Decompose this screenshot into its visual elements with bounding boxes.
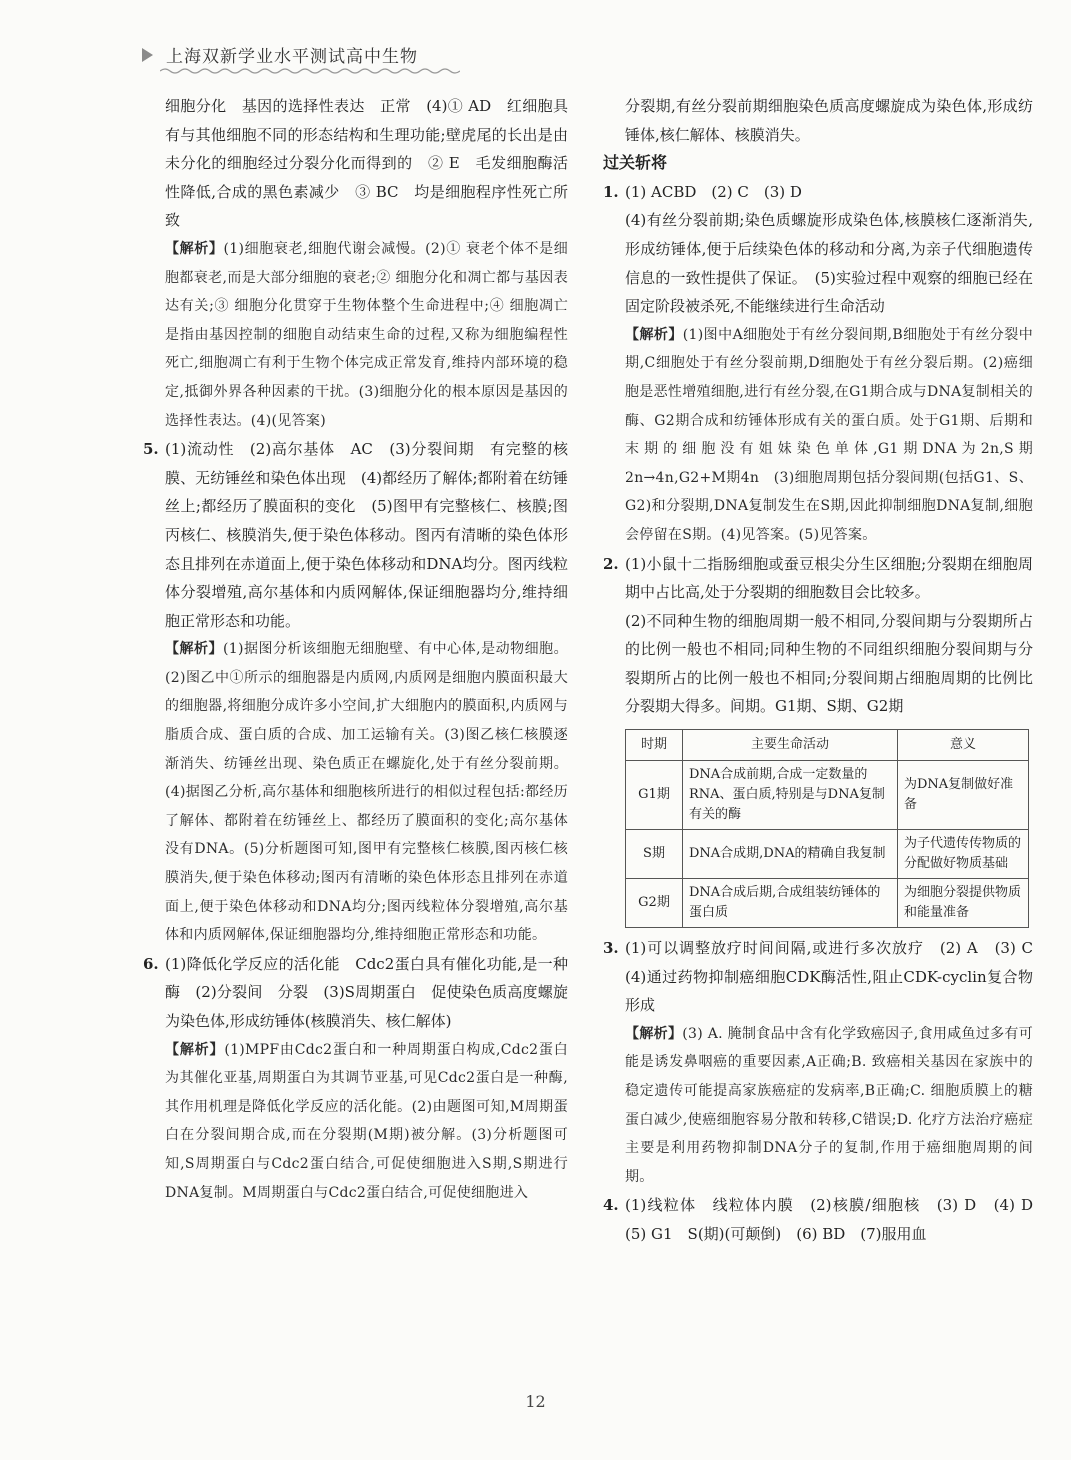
question-number: 5. xyxy=(143,440,159,459)
question-number: 6. xyxy=(143,954,159,973)
table-row xyxy=(626,879,1029,928)
left-column xyxy=(143,92,568,1207)
table-cell-meaning: 为DNA复制做好准备 xyxy=(898,761,1029,830)
cell-cycle-table xyxy=(625,729,1029,928)
table-header-cell: 时期 xyxy=(626,730,683,761)
analysis-text: (1)MPF由Cdc2蛋白和一种周期蛋白构成,Cdc2蛋白为其催化亚基,周期蛋白为其调节亚基,可见Cdc2蛋白是一种酶,其作用机理是降低化学反应的活化能。(2)由题图可知,M周期蛋白在分裂间期合成,而在分裂期(M期)被分解。(3)分析题图可知,S周期蛋白与Cdc2蛋白结合,可促使细胞进入S期,S期进行DNA复制。M周期蛋白与Cdc2蛋白结合,可促使细胞进入 xyxy=(165,1041,569,1201)
table-cell-activity: DNA合成后期,合成组装纺锤体的蛋白质 xyxy=(683,879,898,928)
table-cell-meaning: 为细胞分裂提供物质和能量准备 xyxy=(898,879,1029,928)
running-header xyxy=(140,40,470,80)
question-5-answer xyxy=(143,435,568,635)
section-title: 过关斩将 xyxy=(603,153,668,173)
table-cell-phase: G2期 xyxy=(626,879,683,928)
question-4-answer xyxy=(603,1191,1049,1248)
table-header-cell: 意义 xyxy=(898,730,1029,761)
table-header-cell: 主要生命活动 xyxy=(683,730,898,761)
analysis-text: (1)细胞衰老,细胞代谢会减慢。(2)① 衰老个体不是细胞都衰老,而是大部分细胞的衰老;② 细胞分化和凋亡都与基因表达有关;③ 细胞分化贯穿于生物体整个生命进程中;④ 细胞凋亡是指由基因控制的细胞自动结束生命的过程,又称为细胞编程性死亡,细胞凋亡有利于生物个体完成正常发育,维持内部环境的稳定,抵御外界各种因素的干扰。(3)细胞分化的根本原因是基因的选择性表达。(4)(见答案) xyxy=(165,240,568,429)
question-number: 3. xyxy=(603,939,619,958)
question-number: 1. xyxy=(603,182,619,201)
analysis-label: 【解析】 xyxy=(165,1041,225,1058)
header-title: 上海双新学业水平测试高中生物 xyxy=(166,47,418,67)
table-cell-meaning: 为子代遗传传物质的分配做好物质基础 xyxy=(898,830,1029,879)
table-cell-phase: S期 xyxy=(626,830,683,879)
question-3-answer xyxy=(603,934,1049,1020)
answer-text: (1)流动性 (2)高尔基体 AC (3)分裂间期 有完整的核膜、无纺锤丝和染色体出现 (4)都经历了解体;都附着在纺锤丝上;都经历了膜面积的变化 (5)图甲有完整核仁、核膜;图丙核仁、核膜消失,便于染色体移动。图丙有清晰的染色体形态且排列在赤道面上,便于染色体移动和DNA均分。图丙线粒体分裂增殖,高尔基体和内质网解体,保证细胞器均分,维持细胞正常形态和功能。 xyxy=(165,440,568,630)
analysis-label: 【解析】 xyxy=(165,641,224,658)
question-1-analysis xyxy=(603,321,1033,550)
question-1-answer-line2: (4)有丝分裂前期;染色质螺旋形成染色体,核膜核仁逐渐消失,形成纺锤体,便于后续染色体的移动和分离,为亲子代细胞遗传信息的一致性提供了保证。 (5)实验过程中观察的细胞已经在固定阶段被杀死,不能继续进行生命活动 xyxy=(625,211,1033,316)
table-cell-phase: G1期 xyxy=(626,761,683,830)
question-3-analysis xyxy=(603,1020,1033,1192)
table-cell-activity: DNA合成前期,合成一定数量的RNA、蛋白质,特别是与DNA复制有关的酶 xyxy=(683,761,898,830)
table-header-row xyxy=(626,730,1029,761)
answer-text: (1) ACBD (2) C (3) D xyxy=(625,182,802,201)
analysis-label: 【解析】 xyxy=(625,326,683,343)
analysis-text: (3) A. 腌制食品中含有化学致癌因子,食用咸鱼过多有可能是诱发鼻咽癌的重要因素,A正确;B. 致癌相关基因在家族中的稳定遗传可能提高家族癌症的发病率,B正确;C. 细胞质膜上的糖蛋白减少,使癌细胞容易分散和转移,C错误;D. 化疗方法治疗癌症主要是利用药物抑制DNA分子的复制,作用于癌细胞周期的间期。 xyxy=(625,1025,1033,1185)
continued-analysis xyxy=(143,235,568,435)
table-row xyxy=(626,761,1029,830)
wavy-underline-icon xyxy=(160,67,460,75)
table-row xyxy=(626,830,1029,879)
question-6-analysis xyxy=(143,1036,568,1208)
triangle-marker-icon xyxy=(142,48,153,62)
analysis-text: (1)图中A细胞处于有丝分裂间期,B细胞处于有丝分裂中期,C细胞处于有丝分裂前期,D细胞处于有丝分裂后期。(2)癌细胞是恶性增殖细胞,进行有丝分裂,在G1期合成与DNA复制相关的酶、G2期合成和纺锤体形成有关的蛋白质。处于G1期、后期和末期的细胞没有姐妹染色单体,G1期DNA为2n,S期2n→4n,G2+M期4n (3)细胞周期包括分裂间期(包括G1、S、G2)和分裂期,DNA复制发生在S期,因此抑制细胞DNA复制,细胞会停留在S期。(4)见答案。(5)见答案。 xyxy=(625,326,1033,543)
answer-text: (1)降低化学反应的活化能 Cdc2蛋白具有催化功能,是一种酶 (2)分裂间 分裂 (3)S周期蛋白 促使染色质高度螺旋为染色体,形成纺锤体(核膜消失、核仁解体) xyxy=(165,954,568,1030)
answer-text: (1)小鼠十二指肠细胞或蚕豆根尖分生区细胞;分裂期在细胞周期中占比高,处于分裂期的细胞数目会比较多。 xyxy=(625,554,1033,602)
continued-answer-top: 分裂期,有丝分裂前期细胞染色质高度螺旋成为染色体,形成纺锤体,核仁解体、核膜消失。 xyxy=(625,97,1033,144)
question-1-answer-line1 xyxy=(603,178,1033,207)
answer-text: (1)可以调整放疗时间间隔,或进行多次放疗 (2) A (3) C (4)通过药物抑制癌细胞CDK酶活性,阻止CDK-cyclin复合物形成 xyxy=(625,939,1049,1015)
analysis-text: (1)据图分析该细胞无细胞壁、有中心体,是动物细胞。(2)图乙中①所示的细胞器是内质网,内质网是细胞内膜面积最大的细胞器,将细胞分成许多小空间,扩大细胞内的膜面积,内质网与脂质合成、蛋白质的合成、加工运输有关。(3)图乙核仁核膜逐渐消失、纺锤丝出现、染色质正在螺旋化,处于有丝分裂前期。(4)据图乙分析,高尔基体和细胞核所进行的相似过程包括:都经历了解体、都附着在纺锤丝上、都经历了膜面积的变化;高尔基体没有DNA。(5)分析题图可知,图甲有完整核仁核膜,图丙核仁核膜消失,便于染色体移动;图丙有清晰的染色体形态且排列在赤道面上,便于染色体移动和DNA均分;图丙线粒体分裂增殖,高尔基体和内质网解体,保证细胞器均分,维持细胞正常形态和功能。 xyxy=(165,641,568,944)
table-cell-activity: DNA合成期,DNA的精确自我复制 xyxy=(683,830,898,879)
question-number: 4. xyxy=(603,1196,619,1215)
answer-text: (1)线粒体 线粒体内膜 (2)核膜/细胞核 (3) D (4) D (5) G1 S(期)(可颠倒) (6) BD (7)服用血 xyxy=(625,1196,1049,1243)
right-column xyxy=(603,92,1049,1249)
question-number: 2. xyxy=(603,554,619,573)
page-number: 12 xyxy=(525,1392,546,1411)
question-5-analysis xyxy=(143,635,568,950)
question-2-answer-line1 xyxy=(603,550,1033,607)
continued-answer: 细胞分化 基因的选择性表达 正常 (4)① AD 红细胞具有与其他细胞不同的形态结构和生理功能;壁虎尾的长出是由未分化的细胞经过分裂分化而得到的 ② E 毛发细胞酶活性降低,合成的黑色素减少 ③ BC 均是细胞程序性死亡所致 xyxy=(165,97,568,230)
question-2-answer-line2: (2)不同种生物的细胞周期一般不相同,分裂间期与分裂期所占的比例一般也不相同;同种生物的不同组织细胞分裂间期与分裂期所占的比例一般也不相同;分裂间期占细胞周期的比例比分裂期大得多。间期。G1期、S期、G2期 xyxy=(625,611,1033,716)
analysis-label: 【解析】 xyxy=(165,240,224,257)
analysis-label: 【解析】 xyxy=(625,1025,683,1042)
question-6-answer xyxy=(143,950,568,1036)
